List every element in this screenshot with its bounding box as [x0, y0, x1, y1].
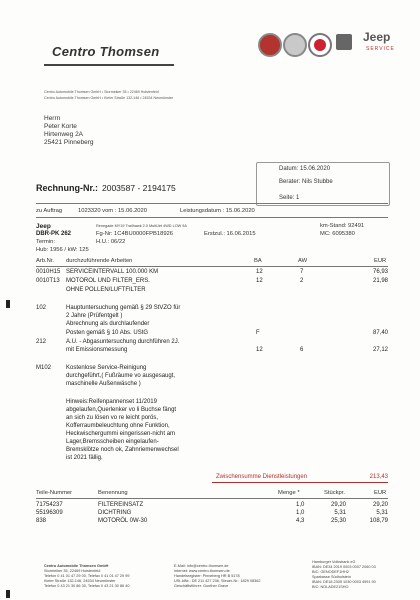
work-text: A.U. - Abgasuntersuchung durchführen 2J. — [66, 339, 180, 345]
work-nr: 0010T13 — [36, 278, 60, 284]
part-quantity: 4,3 — [296, 518, 305, 524]
recipient-street: Hirtenweg 2A — [44, 131, 84, 138]
recipient-city: 25421 Pinneberg — [44, 139, 94, 146]
note-line: Hinweis:Reifenpannenset 11/2019 — [66, 399, 157, 405]
footer-contact — [174, 564, 260, 589]
footer-line: Sparkasse Südholstein — [312, 575, 351, 579]
work-nr: 212 — [36, 339, 47, 345]
part-number: 838 — [36, 518, 47, 524]
mileage: km-Stand: 92491 — [320, 223, 365, 229]
footer-line: Telefon 0 41 01 47 29 00, Telefax 0 41 01 47 29 99 — [44, 574, 130, 578]
work-text: durchgeführt,( Fußräume vo ausgesaugt, — [66, 373, 176, 379]
company-address-line-2: Centro Automobile Thomsen GmbH • Kieler Straße 132-146 • 24534 Neumünster — [44, 96, 174, 100]
hu-date: H.U.: 06/22 — [96, 239, 126, 245]
jeep-logo: Jeep — [363, 30, 391, 44]
col-part-name: Benennung — [98, 490, 128, 496]
vehicle-make: Jeep — [36, 223, 51, 230]
company-address-line-1: Centro Automobile Thomsen GmbH • Stormeiker 35 • 22469 Holstenfeld — [44, 90, 159, 94]
work-text: MOTOROL UND FILTER_ERS. — [66, 278, 150, 284]
appointment: Termin: — [36, 239, 56, 245]
col-unit-price: Stückpr. — [324, 490, 345, 496]
work-text: Abrechnung als durchlaufender — [66, 321, 150, 327]
part-quantity: 1,0 — [296, 502, 305, 508]
part-number: 55196309 — [36, 510, 63, 516]
col-part-number: Teile-Nummer — [36, 490, 73, 496]
brand-logos — [258, 30, 408, 60]
subtotal-underline — [212, 482, 388, 483]
recipient-salutation: Herrn — [44, 115, 61, 122]
work-text: Hauptuntersuchung gemäß § 29 StVZO für — [66, 305, 181, 311]
order-label: zu Auftrag — [36, 208, 63, 214]
footer-line: E-Mail: info@centro-thomsen.de — [174, 564, 229, 568]
work-text: mit Emissionsmessung — [66, 347, 128, 353]
col-quantity: Menge * — [278, 490, 300, 496]
subtotal-label: Zwischensumme Dienstleistungen — [216, 474, 308, 480]
divider — [36, 203, 388, 204]
divider — [36, 266, 388, 267]
footer-line: BIC: GENODEF1HH2 — [312, 570, 349, 574]
recipient-name: Peter Korte — [44, 123, 77, 130]
advisor: Berater: Nils Stubbe — [279, 179, 333, 185]
footer-line: Stormeiker 35, 22469 Holstenfeld — [44, 569, 101, 573]
footer-line: IBAN: DE34 2019 0003 0007 2060 03 — [312, 565, 376, 569]
note-line: an sich zu lösen vo re leicht porös, — [66, 415, 159, 421]
footer-line: Internet: www.centro-thomsen.de — [174, 569, 230, 573]
part-unit-price: 25,30 — [330, 518, 346, 524]
work-text: 2 Jahre (Prüfentgelt ) — [66, 313, 123, 319]
chassis-number: Fg-Nr: 1C4BU0000FPB18926 — [96, 231, 174, 237]
order-number: 1023320 vom : 15.06.2020 — [78, 208, 147, 214]
work-ba: 12 — [256, 278, 263, 284]
part-name: FILTEREINSATZ — [98, 502, 144, 508]
work-nr: 102 — [36, 305, 47, 311]
footer-line: Handelsregister: Pinneberg HR B 5178 — [174, 574, 240, 578]
fiat-logo-icon — [258, 33, 282, 57]
work-ba: 12 — [256, 269, 263, 275]
col-part-eur: EUR — [374, 490, 387, 496]
divider — [36, 217, 388, 218]
work-eur: 27,12 — [372, 347, 388, 353]
part-unit-price: 5,31 — [334, 510, 346, 516]
work-text: maschinelle Außenwäsche ) — [66, 381, 141, 387]
part-total: 29,20 — [372, 502, 388, 508]
work-aw: 7 — [300, 269, 304, 275]
footer-line: Kieler Straße 132-146, 24534 Neumünster — [44, 579, 116, 583]
footer-line: Geschäftsführer: Gunther Grave — [174, 584, 229, 588]
part-total: 5,31 — [376, 510, 388, 516]
invoice-number-row — [36, 183, 176, 193]
col-arbeiten: durchzuführende Arbeiten — [66, 258, 133, 264]
part-name: MOTORÖL 0W-30 — [98, 518, 148, 524]
col-arbnr: Arb.Nr. — [36, 258, 55, 264]
note-line: ist 2021 fällig. — [66, 455, 103, 461]
part-name: DICHTRING — [98, 510, 132, 516]
col-aw: AW — [298, 258, 308, 264]
note-line: abgelaufen,Querlenker vo li Buchse fängt — [66, 407, 177, 413]
part-number: 71754237 — [36, 502, 63, 508]
work-aw: 2 — [300, 278, 304, 284]
footer-line: USt-IdNr.: DE 211 427 236, Steuer-Nr.: 1829 08362 — [174, 579, 261, 583]
work-ba: 12 — [256, 347, 263, 353]
part-total: 108,79 — [369, 518, 388, 524]
logo-underline — [44, 64, 174, 66]
part-quantity: 1,0 — [296, 510, 305, 516]
work-nr: M102 — [36, 365, 52, 371]
invoice-date: Datum: 15.06.2020 — [279, 166, 331, 172]
work-nr: 0010H15 — [36, 269, 61, 275]
abarth-logo-icon — [336, 34, 352, 50]
service-label: SERVICE — [366, 46, 395, 52]
page-number: Seite: 1 — [279, 195, 300, 201]
footer-line: Centro Automobile Thomsen GmbH — [44, 564, 109, 568]
fold-mark — [6, 300, 10, 308]
footer-line: IBAN: DE18 2305 1030 0003 4991 90 — [312, 580, 376, 584]
work-text: SERVICEINTERVALL 100.000 KM — [66, 269, 159, 275]
invoice-number-label: Rechnung-Nr.: — [36, 183, 98, 193]
work-eur: 87,40 — [372, 330, 388, 336]
service-date: Leistungsdatum : 15.06.2020 — [180, 208, 255, 214]
work-eur: 76,93 — [372, 269, 388, 275]
alfa-romeo-logo-icon — [283, 33, 307, 57]
note-line: Heckwischergummi eingerissen-nicht am — [66, 431, 176, 437]
note-line: Lager,Bremsscheiben eingelaufen- — [66, 439, 159, 445]
col-ba: BA — [254, 258, 262, 264]
work-aw: 6 — [300, 347, 304, 353]
work-text: Posten gemäß § 10 Abs. UStG — [66, 330, 149, 336]
work-ba: F — [256, 330, 260, 336]
displacement-power: Hub: 1956 / kW: 125 — [36, 247, 89, 253]
company-logo: Centro Thomsen — [52, 44, 160, 59]
footer-company — [44, 564, 129, 589]
note-line: Kofferraumbeleuchtung ohne Funktion, — [66, 423, 170, 429]
work-text: OHNE POLLEN/LUFTFILTER — [66, 287, 146, 293]
first-registration: Erstzul.: 16.06.2015 — [204, 231, 256, 237]
mc-number: MC: 6095380 — [320, 231, 355, 237]
divider — [36, 498, 388, 499]
col-eur: EUR — [374, 258, 387, 264]
footer-line: Telefon 0 43 21 30 86 30, Telefax 0 43 21 30 86 40 — [44, 584, 130, 588]
vehicle-model: Renegade MY19 Trailhawk 2.0 MultiJet 4WD LOW 9A — [96, 224, 187, 228]
footer-bank — [312, 560, 376, 590]
work-text: Kostenlose Service-Reinigung — [66, 365, 147, 371]
footer-line: Hamburger Volksbank eG — [312, 560, 356, 564]
subtotal-value: 213,43 — [369, 474, 388, 480]
license-plate: DBR-PK 262 — [36, 231, 72, 237]
note-line: Bremsklötze noch ok, Zahnriemenwechsel — [66, 447, 179, 453]
part-unit-price: 29,20 — [330, 502, 346, 508]
invoice-number: 2003587 - 2194175 — [102, 183, 176, 193]
work-eur: 21,98 — [372, 278, 388, 284]
lancia-logo-icon — [308, 33, 332, 57]
fold-mark — [6, 590, 10, 598]
footer-line: BIC: NOLADE21SHO — [312, 585, 349, 589]
